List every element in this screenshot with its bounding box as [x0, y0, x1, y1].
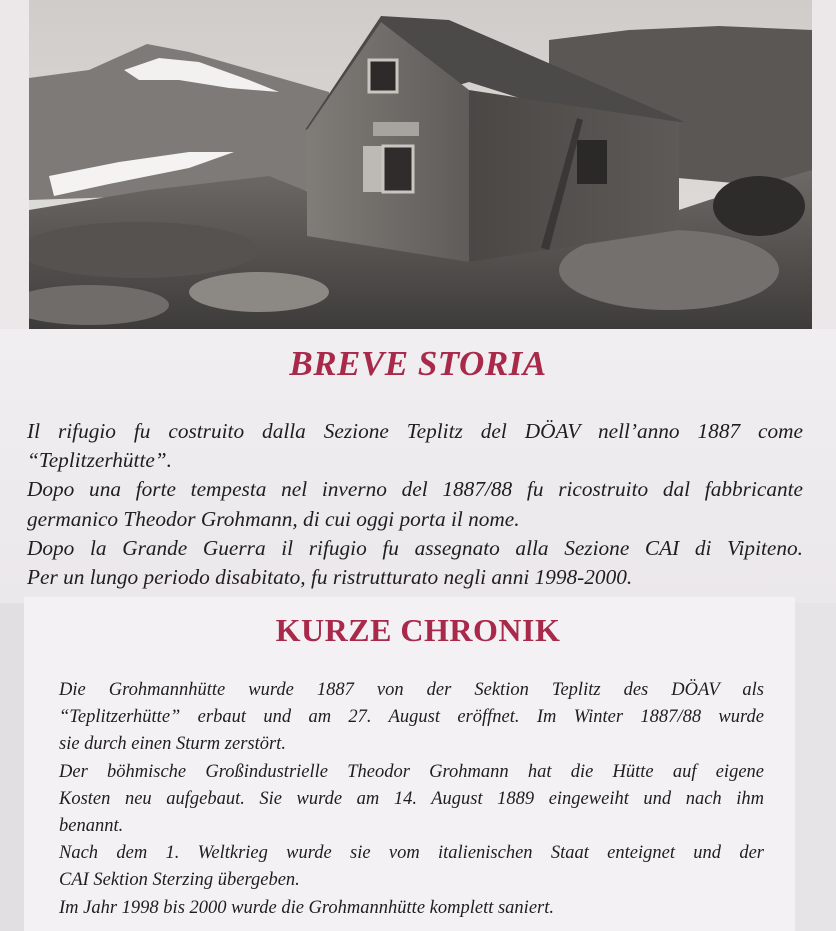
- background-strip-left: [0, 603, 24, 931]
- photo-hut-shutter: [363, 146, 383, 192]
- photo-hut-sign: [373, 122, 419, 136]
- historic-hut-photo: [29, 0, 812, 329]
- breve-storia-line: Dopo una forte tempesta nel inverno del 1887/88 fu ricostruito dal fabbricante: [27, 477, 803, 502]
- breve-storia-line: Il rifugio fu costruito dalla Sezione Teplitz del DÖAV nell’anno 1887 come: [27, 419, 803, 443]
- kurze-chronik-line: benannt.: [59, 816, 124, 837]
- photo-hut-side-window: [577, 140, 607, 184]
- kurze-chronik-line: Nach dem 1. Weltkrieg wurde sie vom italienischen Staat enteignet und der: [59, 843, 764, 864]
- breve-storia-text: [27, 417, 803, 592]
- breve-storia-line: “Teplitzerhütte”.: [27, 448, 172, 473]
- kurze-chronik-line: sie durch einen Sturm zerstört.: [59, 734, 286, 755]
- photo-hut-window-lower: [383, 146, 413, 192]
- kurze-chronik-line: Die Grohmannhütte wurde 1887 von der Sektion Teplitz des DÖAV als: [59, 680, 764, 700]
- photo-hut-window-upper: [369, 60, 397, 92]
- photo-backpack: [713, 176, 805, 236]
- photo-rock-left: [29, 222, 259, 278]
- background-strip-right: [795, 603, 836, 931]
- hut-photo-illustration: [29, 0, 812, 329]
- kurze-chronik-line: “Teplitzerhütte” erbaut und am 27. August eröffnet. Im Winter 1887/88 wurde: [59, 707, 764, 728]
- breve-storia-line: Per un lungo periodo disabitato, fu ristrutturato negli anni 1998-2000.: [27, 565, 633, 590]
- photo-rock-front: [189, 272, 329, 312]
- breve-storia-heading: BREVE STORIA: [289, 344, 547, 383]
- kurze-chronik-line: Im Jahr 1998 bis 2000 wurde die Grohmannhütte komplett saniert.: [59, 897, 555, 918]
- kurze-chronik-line: CAI Sektion Sterzing übergeben.: [59, 870, 300, 891]
- kurze-chronik-heading: KURZE CHRONIK: [275, 612, 561, 648]
- breve-storia-line: germanico Theodor Grohmann, di cui oggi porta il nome.: [27, 506, 520, 531]
- breve-storia-line: Dopo la Grande Guerra il rifugio fu assegnato alla Sezione CAI di Vipiteno.: [27, 535, 803, 560]
- kurze-chronik-text: [59, 677, 764, 922]
- kurze-chronik-line: Kosten neu aufgebaut. Sie wurde am 14. August 1889 eingeweiht und nach ihm: [59, 788, 764, 809]
- kurze-chronik-line: Der böhmische Großindustrielle Theodor Grohmann hat die Hütte auf eigene: [59, 761, 764, 782]
